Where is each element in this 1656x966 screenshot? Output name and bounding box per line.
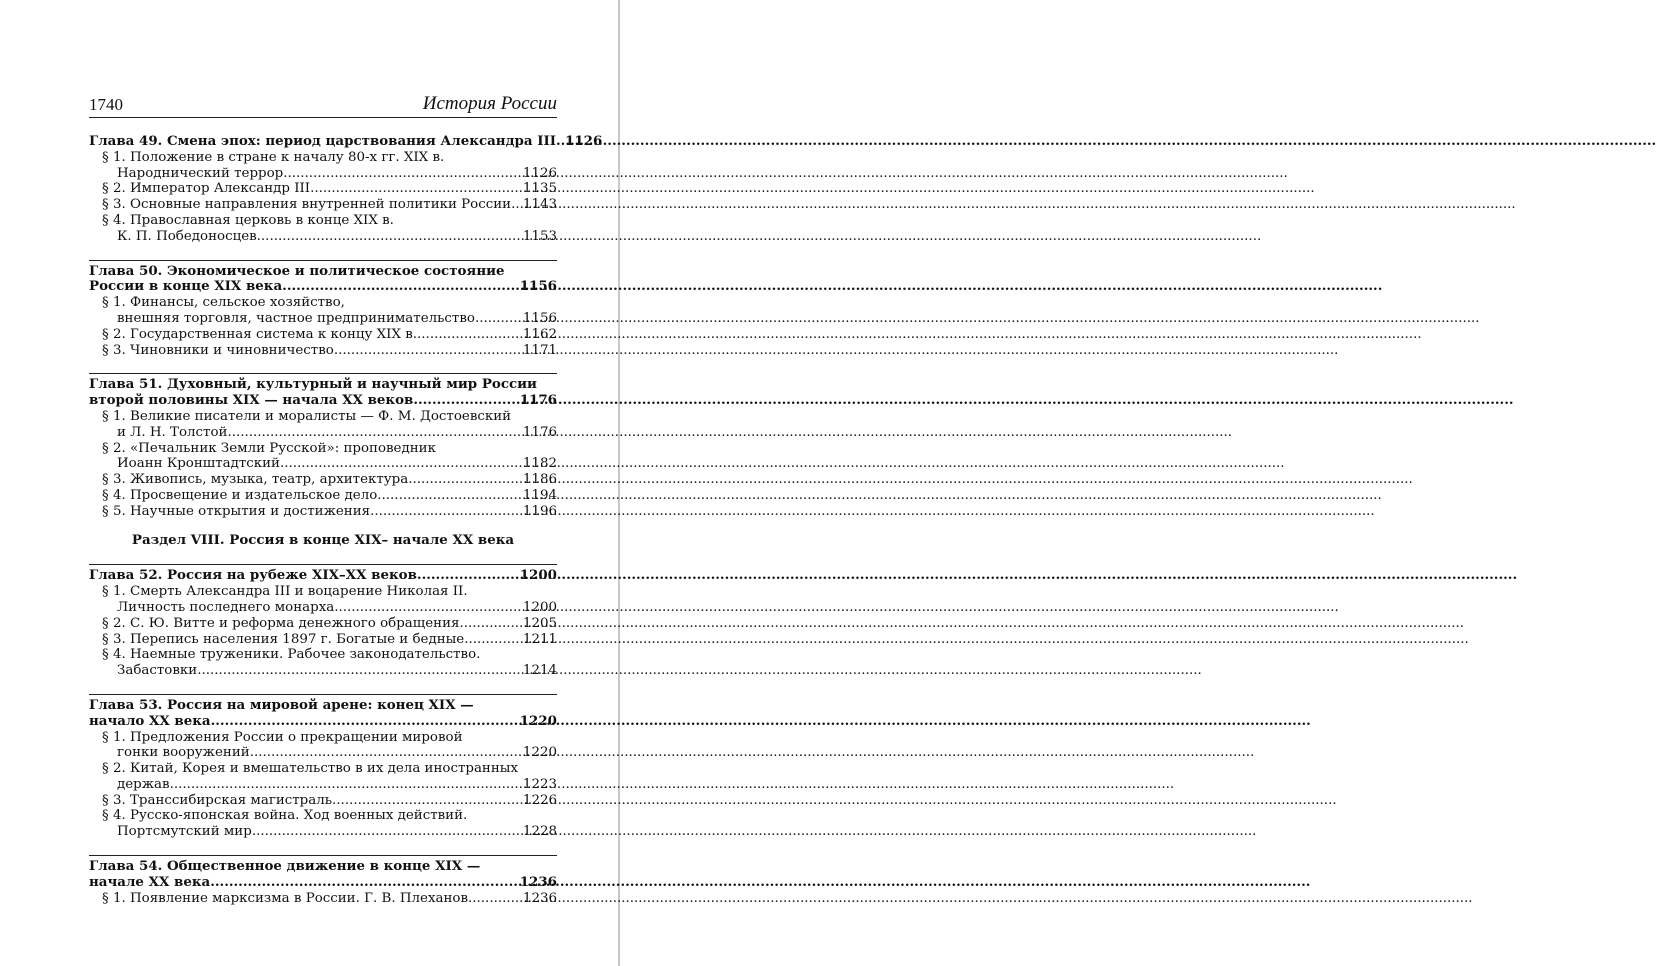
entry-text: внешняя торговля, частное предпринимательство (117, 310, 475, 326)
toc-item-line (89, 824, 557, 840)
entry-text: § 3. Чиновники и чиновничество (102, 342, 334, 358)
entry-text: и Л. Н. Толстой (117, 424, 228, 440)
chapter-title-line (89, 875, 557, 891)
toc-item (89, 213, 557, 245)
dot-leader (417, 327, 522, 343)
chapter-title-line (89, 568, 557, 584)
chapter-block (89, 694, 557, 840)
chapter-title-line: Глава 51. Духовный, культурный и научный мир России (89, 376, 537, 393)
entry-text: Личность последнего монарха (117, 599, 335, 615)
entry-text: § 5. Научные открытия и достижения (102, 503, 371, 519)
page-ref: 1171 (522, 342, 557, 358)
toc-item (89, 647, 557, 679)
page-ref: 1126 (522, 165, 557, 181)
dot-leader (556, 134, 564, 150)
chapter-title-line (89, 714, 557, 730)
chapter-title-line (89, 133, 603, 150)
toc-item (89, 632, 557, 648)
toc-item-line (89, 311, 557, 327)
toc-item-line (89, 327, 557, 343)
dot-leader (197, 663, 522, 679)
entry-text: К. П. Победоносцев (117, 228, 257, 244)
page-header (89, 93, 557, 118)
toc-item (89, 891, 557, 907)
page-ref: 1153 (522, 228, 557, 244)
toc-item-line (89, 229, 557, 245)
toc-item-line (89, 343, 557, 359)
entry-text: § 2. Государственная система к концу XIX в. (102, 326, 418, 342)
toc-item-line (89, 181, 557, 197)
page-ref: 1211 (522, 631, 557, 647)
chapter-title-line: Глава 54. Общественное движение в конце XIX — (89, 858, 481, 875)
page-ref: 1220 (522, 745, 557, 761)
toc-item-line: § 2. «Печальник Земли Русской»: проповедник (102, 440, 436, 456)
dot-leader (370, 504, 522, 520)
dot-leader (283, 166, 522, 182)
dot-leader (511, 197, 522, 213)
dot-leader (310, 181, 522, 197)
entry-text: § 3. Перепись населения 1897 г. Богатые и бедные (102, 631, 465, 647)
chapter-block (89, 260, 557, 359)
toc-item (89, 488, 557, 504)
page-ref: 1156 (519, 278, 557, 295)
toc-item-line: § 4. Русско-японская война. Ход военных действий. (102, 808, 468, 824)
divider (89, 564, 557, 565)
running-title: История России (422, 93, 557, 114)
chapter-title-line: Глава 53. Россия на мировой арене: конец XIX — (89, 696, 474, 713)
toc-item-line (89, 632, 557, 648)
entry-text: § 4. Просвещение и издательское дело (102, 487, 378, 503)
toc-item-line (89, 891, 557, 907)
page-ref: 1214 (522, 663, 557, 679)
page-ref: 1196 (522, 503, 557, 519)
entry-text: России в конце XIX века (89, 278, 283, 295)
entry-text: § 1. Появление марксизма в России. Г. В. Плеханов (102, 890, 469, 906)
toc-item (89, 197, 557, 213)
toc-item-line (89, 600, 557, 616)
dot-leader (408, 472, 522, 488)
toc-item (89, 472, 557, 488)
page-ref: 1176 (519, 392, 557, 409)
toc-item-line (89, 745, 557, 761)
toc-item (89, 181, 557, 197)
dot-leader (282, 279, 519, 295)
dot-leader (332, 793, 522, 809)
dot-leader (468, 891, 522, 907)
chapter-title-line (89, 393, 557, 409)
toc-item (89, 616, 557, 632)
dot-leader (280, 456, 522, 472)
page-ref: 1143 (522, 197, 557, 213)
toc-item-line (89, 777, 557, 793)
divider (89, 373, 557, 374)
entry-text: начале XX века (89, 873, 211, 890)
toc-item-line: § 1. Положение в стране к началу 80-х гг. XIX в. (102, 149, 445, 165)
chapter-block (89, 133, 603, 245)
page-ref: 1228 (522, 824, 557, 840)
page-number: 1740 (89, 95, 123, 114)
toc-item (89, 150, 557, 182)
divider (89, 260, 557, 261)
divider (89, 694, 557, 695)
entry-text: § 3. Транссибирская магистраль (102, 792, 333, 808)
dot-leader (334, 343, 522, 359)
page-ref: 1236 (519, 873, 557, 890)
toc-item (89, 327, 557, 343)
page-ref: 1182 (522, 456, 557, 472)
page-ref: 1200 (519, 567, 557, 584)
dot-leader (377, 488, 522, 504)
page-ref: 1135 (522, 181, 557, 197)
toc-item-line (89, 793, 557, 809)
dot-leader (464, 632, 522, 648)
toc-item-line: § 4. Наемные труженики. Рабочее законодательство. (102, 647, 481, 663)
dot-leader (250, 745, 522, 761)
toc-item-line (89, 472, 557, 488)
entry-text: § 3. Основные направления внутренней политики России (102, 197, 512, 213)
page-ref: 1186 (522, 472, 557, 488)
toc-item (89, 504, 557, 520)
entry-text: держав (117, 776, 170, 792)
chapter-title-line (89, 279, 557, 295)
toc-item (89, 808, 557, 840)
toc-item-line: § 2. Китай, Корея и вмешательство в их дела иностранных (102, 761, 518, 777)
chapter-block (89, 855, 557, 906)
entry-text: Народнический террор (117, 165, 284, 181)
page-ref: 1236 (522, 890, 557, 906)
page-ref: 1156 (522, 310, 557, 326)
table-of-contents (89, 133, 603, 921)
page-ref: 1205 (522, 615, 557, 631)
page-ref: 1176 (522, 424, 557, 440)
toc-item-line: § 4. Православная церковь в конце XIX в. (102, 212, 394, 228)
dot-leader (170, 777, 522, 793)
toc-item (89, 343, 557, 359)
toc-item-line (89, 456, 557, 472)
section-heading: Раздел VIII. Россия в конце XIX– начале XX века (131, 531, 515, 548)
dot-leader (210, 875, 519, 891)
dot-leader (252, 824, 522, 840)
toc-item (89, 730, 557, 762)
page-ref: 1223 (522, 776, 557, 792)
entry-text: § 2. С. Ю. Витте и реформа денежного обращения (102, 615, 460, 631)
entry-text: § 2. Император Александр III (102, 181, 311, 197)
entry-text: второй половины XIX — начала XX веков (89, 392, 414, 409)
page-ref: 1162 (522, 326, 557, 342)
page-ref: 1126 (565, 133, 603, 149)
toc-item-line: § 1. Смерть Александра III и воцарение Николая II. (102, 584, 468, 600)
toc-item (89, 793, 557, 809)
toc-item-line: § 1. Финансы, сельское хозяйство, (102, 295, 345, 311)
toc-item-line (89, 504, 557, 520)
dot-leader (257, 229, 522, 245)
dot-leader (227, 425, 521, 441)
chapter-title-line: Глава 50. Экономическое и политическое состояние (89, 262, 505, 279)
entry-text: Портсмутский мир (117, 824, 252, 840)
toc-item (89, 441, 557, 473)
page-ref: 1220 (519, 712, 557, 729)
divider (89, 855, 557, 856)
entry-text: § 3. Живопись, музыка, театр, архитектура (102, 472, 409, 488)
toc-item-line (89, 166, 557, 182)
dot-leader (417, 568, 519, 584)
entry-text: гонки вооружений (117, 745, 250, 761)
dot-leader (459, 616, 521, 632)
toc-item-line: § 1. Предложения России о прекращении мировой (102, 729, 463, 745)
chapter-block (89, 568, 557, 679)
entry-text: Иоанн Кронштадтский (117, 456, 280, 472)
page-ref: 1226 (522, 792, 557, 808)
page-ref: 1194 (522, 487, 557, 503)
chapter-block (89, 373, 557, 519)
toc-item-line: § 1. Великие писатели и моралисты — Ф. М. Достоевский (102, 408, 512, 424)
toc-item (89, 761, 557, 793)
entry-text: Глава 52. Россия на рубеже XIX–XX веков (89, 567, 417, 584)
toc-item-line (89, 663, 557, 679)
entry-text: начало XX века (89, 712, 211, 729)
toc-item-line (89, 488, 557, 504)
toc-item-line (89, 425, 557, 441)
toc-item-line (89, 197, 557, 213)
toc-item (89, 409, 557, 441)
toc-item (89, 584, 557, 616)
entry-text: Глава 49. Смена эпох: период царствования Александра III (89, 133, 556, 149)
toc-item-line (89, 616, 557, 632)
dot-leader (475, 311, 522, 327)
page-ref: 1200 (522, 599, 557, 615)
entry-text: Забастовки (117, 663, 198, 679)
dot-leader (334, 600, 522, 616)
toc-item (89, 295, 557, 327)
dot-leader (413, 393, 518, 409)
dot-leader (211, 714, 519, 730)
